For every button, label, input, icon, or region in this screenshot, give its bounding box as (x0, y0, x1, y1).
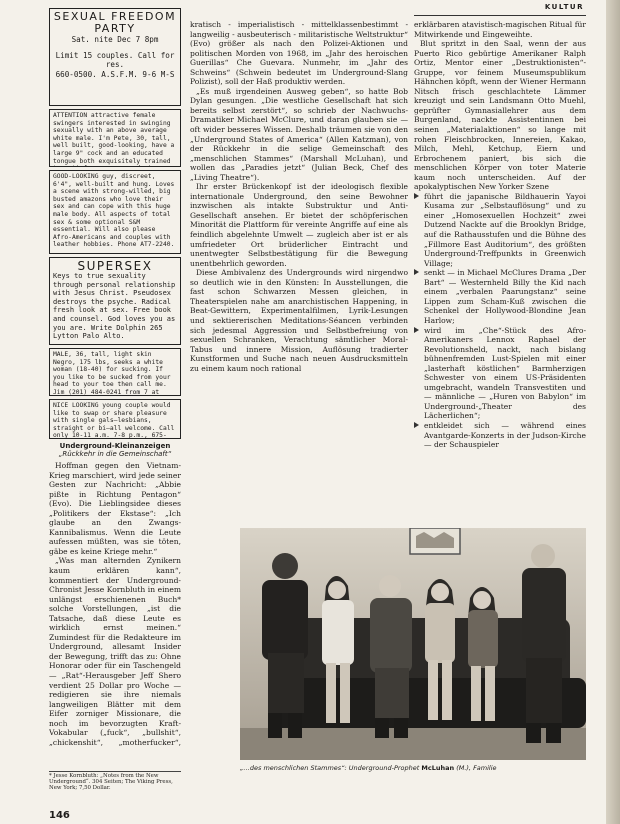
ad-text: Keys to true sexuality through personal relationship with Jesus Christ. Pseudosex destroys the psyche. Radical fresh look at sex. Free book and counsel. God loves you as you are. Write Dolphin 265 Lytton Palo Alto. (53, 272, 176, 341)
article-column-1 (49, 461, 181, 746)
ad-text: NICE LOOKING young couple would like to swap or share pleasure with single gals—lesbians, straight or bi—all welcome. Call only 10-11 a.m. 7-8 p.m., 675- (53, 402, 175, 439)
triangle-bullet-icon (414, 422, 419, 428)
paragraph: Blut spritzt in den Saal, wenn der aus Puerto Rico gebürtige Amerikaner Ralph Ortiz, Mentor einer „Destruktionisten“-Gruppe, vor feinem Museumspublikum Hähnchen köpft, wenn der Wiener Hermann Nitsch frisch geschlachtete Lämmer kreuzigt und sein Landsmann Otto Muehl, geprüfter Gymnasiallehrer aus dem Burgenland, nackte Assistentinnen bei seinen „Materialaktionen“ so lange mit rohen Fleischbrocken, Innereien, Kakao, Milch, Mehl, Ketchup, Eiern und Erbrochenem paniert, bis sich die menschlichen Körper von toter Materie kaum noch unterscheiden. Auf der apokalyptischen New Yorker Szene (414, 39, 586, 192)
page-edge (606, 0, 620, 824)
triangle-bullet-icon (414, 327, 419, 333)
classified-ad (49, 170, 181, 254)
ad-line: Limit 15 couples. Call for res. (55, 50, 175, 69)
section-label: KULTUR (544, 3, 584, 11)
article-column-3 (414, 20, 586, 525)
triangle-bullet-icon (414, 269, 419, 275)
paragraph: Ihr erster Brückenkopf ist der ideologisch flexible internationale Underground, den seine Bewohner inzwischen als intakte Substruktur und Anti-Gesellschaft ansehen. Er bietet der schöpferischen Minorität die Plattform für vereinte Angriffe auf eine als feindlich abgelehnte Umwelt — zugleich aber ist er als umfriedeter Ort brüderlicher Eintracht und unentwegter Selbstbestätigung für die Bewegung unentbehrlich geworden. (190, 182, 408, 268)
ad-text: GOOD-LOOKING guy, discreet, 6'4", well-built and hung. Loves a scene with strong-willed, big busted amazons who love their sex and can cope with this huge male body. All aspects of total sex & some optional S&M essential. Will also please Afro-Americans and couples with leather hobbies. Phone AT7-2240. (53, 173, 175, 249)
ad-title: SUPERSEX (77, 259, 153, 273)
family-photo (240, 528, 586, 760)
list-item-text: wird im „Che“-Stück des Afro-Amerikaners Lennox Raphael der Revolutionsheld, nackt, nach bislang bühnenfremden Lust-Spielen mit einer „lasterhaft köstlichen“ Barmherzigen Schwester von einem US-Präsidenten umgebracht, wandeln Transvestiten und — männliche — „Huren von Babylon“ im Underground-„Theater des Lächerlichen“; (424, 325, 586, 421)
classified-ad (49, 257, 181, 345)
ad-text: ATTENTION attractive female swingers interested in swinging sexually with an above average white male. I'm Pete, 30, tall, well built, good-looking, have a large 9" cock and an educated tongue both exquisitely trained (53, 112, 175, 165)
list-item (414, 326, 586, 421)
section-header (414, 3, 586, 16)
classified-ad (49, 348, 181, 396)
section-title: Underground-Kleinanzeigen (59, 442, 171, 450)
list-item (414, 268, 586, 325)
paragraph: erklärbaren atavistisch-magischen Ritual für Mitwirkende und Eingeweihte. (414, 20, 586, 39)
classified-ad (49, 109, 181, 167)
footnote: * Jesse Kornbluth: „Notes from the New Underground“. 304 Seiten; The Viking Press, New York; 7,50 Dollar. (49, 771, 181, 792)
paragraph: „Es muß irgendeinen Ausweg geben“, so hatte Bob Dylan gesungen. „Die westliche Gesellschaft hat sich bereits selbst zerstört“, so schrieb der Nachwuchs-Dramatiker Michael McClure, und daran glauben sie — oft wider besseres Wissen. Deshalb träumen sie von den „Underground States of America“ (Allen Katzman), von der Rückkehr in die selige Gemeinschaft des „menschlichen Stammes“ (Marshall McLuhan), und wollen das „Paradies jetzt“ (Julian Beck, Chef des „Living Theatre“). (190, 86, 408, 182)
bullet-list (414, 192, 586, 450)
list-item-text: führt die japanische Bildhauerin Yayoi Kusama zur „Selbstauflösung“ und zu einer „Homosexuellen Hochzeit“ zwei Dutzend Nackte auf die Brooklyn Bridge, auf die Rathausstufen und die Bühne des „Fillmore East Auditorium“, des größten Underground-Treffpunkts in Greenwich Village; (424, 191, 586, 268)
column-left (49, 8, 181, 798)
paragraph: Diese Ambivalenz des Undergrounds wird nirgendwo so deutlich wie in den Künsten: In Ausstellungen, die fast schon Schwarzen Messen gleichen, in Theaterspielen nahe am anarchistischen Happening, in Beat-Gewittern, Experimentalfilmen, Lyrik-Lesungen und sektiererischen Meditations-Séancen verbinden sich jedesmal Aggression und Selbstbefreiung von sexuellen Schranken, Verachtung sämtlicher Moral-Tabus und innere Mission, Auflösung tradierter Kunstformen und Suche nach neuen Ausdrucksmitteln zu einem kaum noch rational (190, 268, 408, 373)
triangle-bullet-icon (414, 193, 419, 199)
ad-line: Sat. nite Dec 7 8pm (71, 35, 159, 44)
caption-name: McLuhan (421, 764, 455, 772)
ad-line: 660-0500. A.S.F.M. 9-6 M-S (55, 69, 175, 79)
classified-ad (49, 8, 181, 106)
page-number: 146 (49, 810, 70, 821)
photo-illustration (240, 528, 586, 760)
paragraph: „Was man alternden Zynikern kaum erklären kann“, kommentiert der Underground-Chronist Jesse Kornbluth in einem unlängst erschienenen Buch* solche Vorstellungen, „ist die Tatsache, daß diese Leute es wirklich ernst meinen.“ Zumindest für die Redakteure im Underground, allesamt Insider der Bewegung, trifft das zu: Ohne Honorar oder für ein Taschengeld — „Rat“-Herausgeber Jeff Shero verdient 25 Dollar pro Woche — redigieren sie ihre niemals langweiligen Blätter mit dem Eifer zorniger Missionare, die noch im bevorzugten Kraft-Vokabular („fuck“, „bullshit“, „chickenshit“, „motherfucker“, (49, 556, 181, 746)
caption-prefix: „…des menschlichen Stammes“: Underground-Prophet (240, 764, 422, 772)
ad-text: MALE, 36, tall, light skin Negro, 175 lbs, seeks a white woman (18-40) for sucking. If you like to be sucked from your head to your toe then call me. Jim (201) 484-0241 from 7 at (53, 351, 171, 396)
paragraph: kratisch - imperialistisch - mittelklassenbestimmt - langweilig - ausbeuterisch - militaristische Weltstruktur“ (Evo) größer als nach den Polizei-Aktionen und politischen Morden von 1968, im „Jahr des heroischen Guerillas“ Che Guevara. Nunmehr, im „Jahr des Schweins“ (Schwein bedeutet im Underground-Slang Polizist), soll der Haß produktiv werden. (190, 20, 408, 87)
list-item (414, 192, 586, 268)
photo-caption (240, 764, 586, 772)
section-subtitle: „Rückkehr in die Gemeinschaft“ (58, 450, 172, 458)
caption-suffix: (M.), Familie (454, 764, 497, 772)
classified-ad (49, 399, 181, 439)
article-column-2 (190, 20, 408, 525)
list-item (414, 421, 586, 450)
paragraph: Hoffman gegen den Vietnam-Krieg marschiert, wird jede seiner Gesten zur Nachricht: „Abbie pißte in Richtung Pentagon“ (Evo). Die Lieblingsidee dieses „Politikers der Ekstase“: „Ich glaube an den Zwangs-Kannibalismus. Wenn die Leute aufessen müßten, was sie töten, gäbe es keine Kriege mehr.“ (49, 461, 181, 556)
list-item-text: senkt — in Michael McClures Drama „Der Bart“ — Westernheld Billy the Kid nach einem „verbalen Paarungstanz“ seine Lippen zum Scham-Kuß zwischen die Schenkel der Hollywood-Blondine Jean Harlow; (424, 268, 586, 325)
list-item-text: entkleidet sich — während eines Avantgarde-Konzerts in der Judson-Kirche — der Schauspieler (424, 420, 586, 450)
ad-title: SEXUAL FREEDOM PARTY (53, 10, 177, 35)
